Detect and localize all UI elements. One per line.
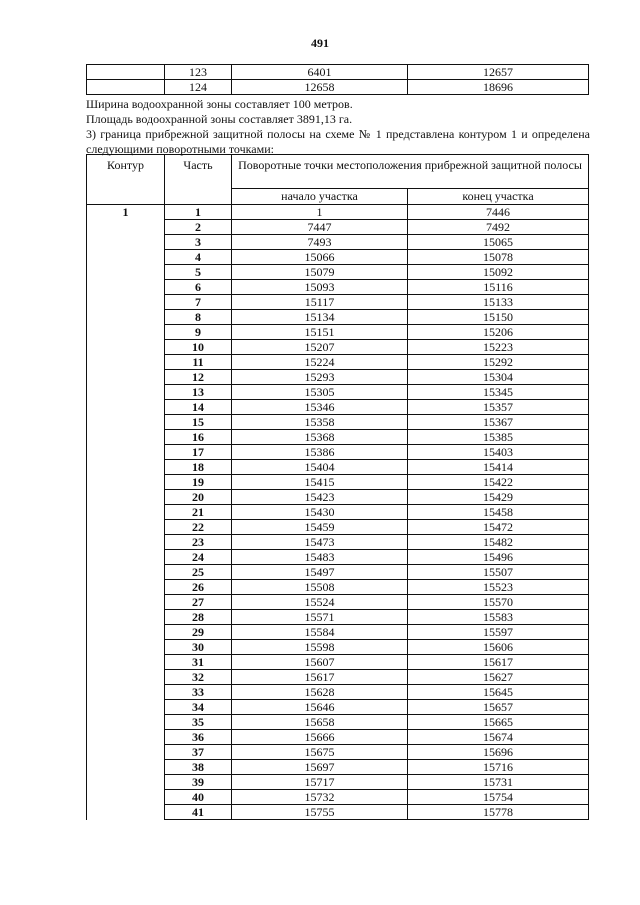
table-header — [87, 155, 589, 205]
cell-end: 15385 — [408, 430, 589, 445]
cell-end: 15403 — [408, 445, 589, 460]
cell-part: 32 — [165, 670, 232, 685]
cell-start: 15151 — [232, 325, 408, 340]
cell-end: 12657 — [408, 65, 589, 80]
cell-part: 16 — [165, 430, 232, 445]
cell-part: 27 — [165, 595, 232, 610]
cell-end: 15078 — [408, 250, 589, 265]
cell-part: 40 — [165, 790, 232, 805]
table-row — [87, 65, 589, 80]
cell-part: 41 — [165, 805, 232, 820]
cell-end: 15778 — [408, 805, 589, 820]
cell-part: 34 — [165, 700, 232, 715]
cell-end: 15496 — [408, 550, 589, 565]
header-part: Часть — [165, 155, 232, 205]
cell-end: 15606 — [408, 640, 589, 655]
cell-start: 15346 — [232, 400, 408, 415]
cell-end: 15665 — [408, 715, 589, 730]
cell-end: 15570 — [408, 595, 589, 610]
header-start: начало участка — [232, 189, 408, 205]
header-end: конец участка — [408, 189, 589, 205]
cell-contour — [87, 80, 165, 95]
cell-part: 2 — [165, 220, 232, 235]
cell-part: 36 — [165, 730, 232, 745]
cell-end: 15065 — [408, 235, 589, 250]
cell-part: 19 — [165, 475, 232, 490]
cell-start: 15571 — [232, 610, 408, 625]
cell-part: 33 — [165, 685, 232, 700]
cell-end: 7492 — [408, 220, 589, 235]
cell-end: 15583 — [408, 610, 589, 625]
cell-start: 15066 — [232, 250, 408, 265]
cell-start: 15404 — [232, 460, 408, 475]
cell-start: 15524 — [232, 595, 408, 610]
cell-start: 15293 — [232, 370, 408, 385]
cell-start: 6401 — [232, 65, 408, 80]
cell-start: 15646 — [232, 700, 408, 715]
cell-end: 15523 — [408, 580, 589, 595]
cell-start: 15508 — [232, 580, 408, 595]
cell-part: 35 — [165, 715, 232, 730]
cell-start: 7493 — [232, 235, 408, 250]
cell-end: 15482 — [408, 535, 589, 550]
cell-part: 38 — [165, 760, 232, 775]
cell-end: 15645 — [408, 685, 589, 700]
cell-end: 15754 — [408, 790, 589, 805]
coastal-strip-border-text: 3) граница прибрежной защитной полосы на схеме № 1 представлена контуром 1 и определена следующими поворотными точками: — [86, 127, 590, 156]
cell-part: 30 — [165, 640, 232, 655]
cell-start: 15415 — [232, 475, 408, 490]
cell-start: 15732 — [232, 790, 408, 805]
cell-part: 3 — [165, 235, 232, 250]
cell-end: 15731 — [408, 775, 589, 790]
cell-part: 39 — [165, 775, 232, 790]
cell-start: 15658 — [232, 715, 408, 730]
cell-start: 15584 — [232, 625, 408, 640]
cell-start: 15386 — [232, 445, 408, 460]
cell-start: 15717 — [232, 775, 408, 790]
cell-part: 22 — [165, 520, 232, 535]
table-row — [87, 80, 589, 95]
cell-part: 6 — [165, 280, 232, 295]
cell-end: 15133 — [408, 295, 589, 310]
cell-start: 12658 — [232, 80, 408, 95]
cell-part: 24 — [165, 550, 232, 565]
cell-part: 25 — [165, 565, 232, 580]
cell-end: 15367 — [408, 415, 589, 430]
cell-start: 15483 — [232, 550, 408, 565]
cell-part: 18 — [165, 460, 232, 475]
cell-start: 15430 — [232, 505, 408, 520]
cell-end: 15414 — [408, 460, 589, 475]
cell-part: 5 — [165, 265, 232, 280]
cell-part: 1 — [165, 205, 232, 220]
cell-start: 15134 — [232, 310, 408, 325]
header-contour: Контур — [87, 155, 165, 205]
cell-part: 4 — [165, 250, 232, 265]
cell-start: 15224 — [232, 355, 408, 370]
cell-part: 123 — [165, 65, 232, 80]
page-number: 491 — [311, 36, 329, 50]
cell-end: 15345 — [408, 385, 589, 400]
cell-start: 15423 — [232, 490, 408, 505]
cell-start: 15617 — [232, 670, 408, 685]
cell-end: 15292 — [408, 355, 589, 370]
cell-start: 15666 — [232, 730, 408, 745]
cell-part: 8 — [165, 310, 232, 325]
cell-part: 11 — [165, 355, 232, 370]
cell-part: 23 — [165, 535, 232, 550]
cell-start: 15207 — [232, 340, 408, 355]
cell-end: 15357 — [408, 400, 589, 415]
cell-start: 15459 — [232, 520, 408, 535]
cell-start: 15093 — [232, 280, 408, 295]
water-zone-width-text: Ширина водоохранной зоны составляет 100 метров. — [86, 97, 353, 111]
cell-start: 15368 — [232, 430, 408, 445]
cell-end: 15674 — [408, 730, 589, 745]
cell-part: 9 — [165, 325, 232, 340]
cell-end: 15150 — [408, 310, 589, 325]
cell-start: 7447 — [232, 220, 408, 235]
cell-end: 15422 — [408, 475, 589, 490]
cell-end: 15429 — [408, 490, 589, 505]
turning-points-table — [86, 154, 589, 820]
cell-start: 15079 — [232, 265, 408, 280]
cell-end: 15507 — [408, 565, 589, 580]
cell-start: 1 — [232, 205, 408, 220]
cell-contour: 1 — [87, 205, 165, 820]
cell-part: 31 — [165, 655, 232, 670]
cell-start: 15628 — [232, 685, 408, 700]
cell-contour — [87, 65, 165, 80]
cell-part: 13 — [165, 385, 232, 400]
cell-end: 7446 — [408, 205, 589, 220]
cell-end: 15617 — [408, 655, 589, 670]
cell-part: 10 — [165, 340, 232, 355]
cell-part: 124 — [165, 80, 232, 95]
cell-start: 15697 — [232, 760, 408, 775]
cell-start: 15497 — [232, 565, 408, 580]
cell-end: 15206 — [408, 325, 589, 340]
cell-part: 12 — [165, 370, 232, 385]
cell-end: 15116 — [408, 280, 589, 295]
cell-part: 17 — [165, 445, 232, 460]
cell-end: 15472 — [408, 520, 589, 535]
cell-part: 21 — [165, 505, 232, 520]
turning-points-body — [87, 205, 589, 820]
cell-end: 15657 — [408, 700, 589, 715]
cell-part: 15 — [165, 415, 232, 430]
cell-end: 18696 — [408, 80, 589, 95]
cell-start: 15305 — [232, 385, 408, 400]
cell-start: 15473 — [232, 535, 408, 550]
cell-end: 15458 — [408, 505, 589, 520]
cell-part: 14 — [165, 400, 232, 415]
table-row — [87, 205, 589, 220]
water-zone-area-text: Площадь водоохранной зоны составляет 3891,13 га. — [86, 112, 353, 126]
cell-part: 26 — [165, 580, 232, 595]
cell-start: 15755 — [232, 805, 408, 820]
cell-start: 15117 — [232, 295, 408, 310]
cell-part: 29 — [165, 625, 232, 640]
cell-end: 15627 — [408, 670, 589, 685]
cell-start: 15675 — [232, 745, 408, 760]
cell-end: 15597 — [408, 625, 589, 640]
cell-end: 15304 — [408, 370, 589, 385]
cell-start: 15607 — [232, 655, 408, 670]
continuation-table — [86, 64, 589, 95]
cell-part: 7 — [165, 295, 232, 310]
continuation-table-body — [87, 65, 589, 95]
cell-end: 15696 — [408, 745, 589, 760]
cell-part: 20 — [165, 490, 232, 505]
cell-end: 15223 — [408, 340, 589, 355]
header-turning-points: Поворотные точки местоположения прибрежной защитной полосы — [232, 155, 589, 189]
cell-end: 15716 — [408, 760, 589, 775]
cell-part: 37 — [165, 745, 232, 760]
cell-start: 15598 — [232, 640, 408, 655]
cell-end: 15092 — [408, 265, 589, 280]
cell-part: 28 — [165, 610, 232, 625]
cell-start: 15358 — [232, 415, 408, 430]
